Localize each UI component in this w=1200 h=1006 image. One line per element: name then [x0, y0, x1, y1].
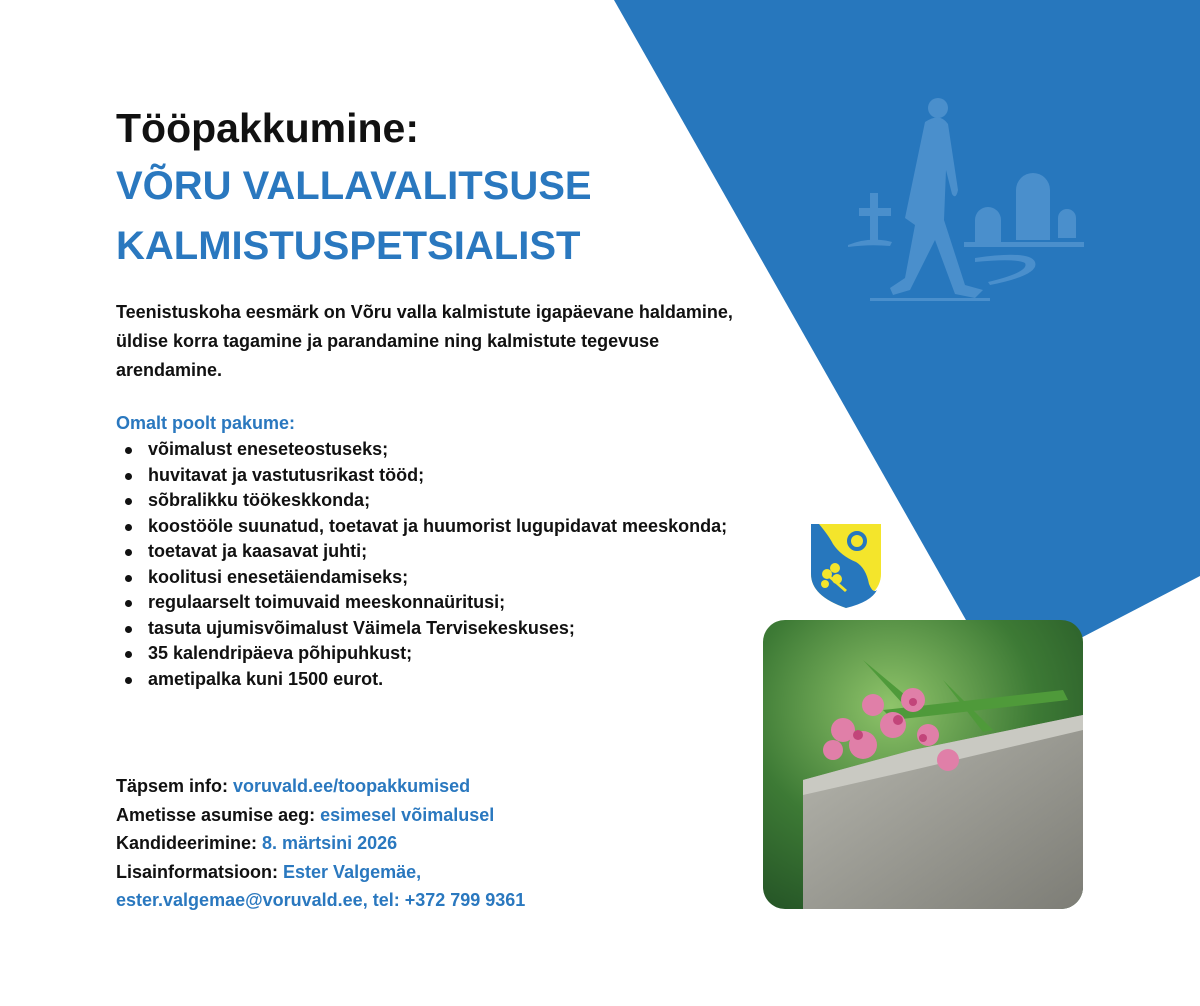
contact-label: Lisainformatsioon:: [116, 861, 279, 882]
start-value: esimesel võimalusel: [320, 804, 495, 825]
offer-item: sõbralikku töökeskkonda;: [142, 488, 756, 514]
offer-list: [116, 437, 756, 692]
offer-item: ametipalka kuni 1500 eurot.: [142, 667, 756, 693]
offer-item: huvitavat ja vastutusrikast tööd;: [142, 463, 756, 489]
offer-item: tasuta ujumisvõimalust Väimela Tervisekeskuses;: [142, 616, 756, 642]
position-title-line1: VÕRU VALLAVALITSUSE: [116, 164, 592, 208]
offer-item: regulaarselt toimuvaid meeskonnaüritusi;: [142, 590, 756, 616]
position-title-line2: KALMISTUSPETSIALIST: [116, 224, 581, 268]
offer-item: koolitusi enesetäiendamiseks;: [142, 565, 756, 591]
contact-info: [116, 772, 525, 915]
start-label: Ametisse asumise aeg:: [116, 804, 316, 825]
voru-vald-crest-logo: [811, 524, 881, 608]
offer-item: 35 kalendripäeva põhipuhkust;: [142, 641, 756, 667]
cemetery-flowers-photo: [763, 620, 1083, 909]
offer-item: võimalust eneseteostuseks;: [142, 437, 756, 463]
more-info-label: Täpsem info:: [116, 776, 229, 796]
job-ad-content: [116, 100, 756, 692]
offer-item: koostööle suunatud, toetavat ja huumorist lugupidavat meeskonda;: [142, 514, 756, 540]
offer-heading: Omalt poolt pakume:: [116, 413, 296, 433]
more-info-link[interactable]: voruvald.ee/toopakkumised: [233, 776, 471, 796]
offer-item: toetavat ja kaasavat juhti;: [142, 539, 756, 565]
contact-name: Ester Valgemäe,: [283, 861, 422, 882]
apply-label: Kandideerimine:: [116, 833, 258, 853]
intro-text: Teenistuskoha eesmärk on Võru valla kalmistute igapäevane haldamine, üldise korra tagamine ja parandamine ning kalmistute tegevuse arendamine.: [116, 302, 733, 380]
page-title: Tööpakkumine:: [116, 105, 419, 151]
contact-details[interactable]: ester.valgemae@voruvald.ee, tel: +372 799 9361: [116, 890, 526, 910]
apply-deadline: 8. märtsini 2026: [262, 833, 398, 853]
